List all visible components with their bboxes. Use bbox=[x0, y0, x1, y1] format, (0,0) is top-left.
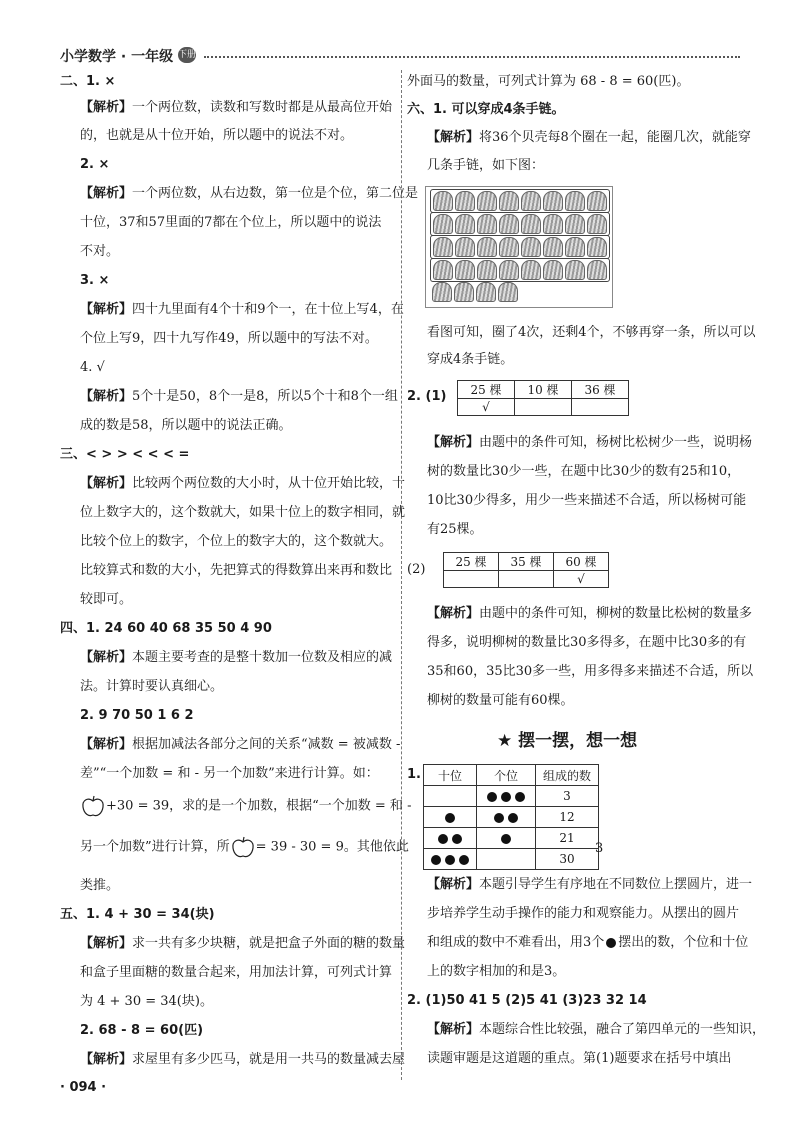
text: 得多，说明柳树的数量比30多得多，在题中比30多的有 bbox=[427, 635, 747, 650]
shell-icon bbox=[498, 282, 518, 302]
text: 几条手链，如下图： bbox=[427, 158, 545, 173]
shell-icon bbox=[455, 260, 475, 280]
shell-icon bbox=[565, 191, 585, 211]
explanation bbox=[80, 935, 405, 953]
section-title: ★ 摆一摆，想一想 bbox=[497, 731, 638, 751]
page-number: · 094 · bbox=[60, 1080, 107, 1095]
text: 10比30少得多，用少一些来描述不合适，所以杨树可能 bbox=[427, 493, 747, 508]
table-cell bbox=[444, 571, 499, 588]
number-cell: 21 bbox=[536, 828, 599, 849]
answer-line: 六、1. 可以穿成4条手链。 bbox=[407, 102, 565, 117]
shell-icon bbox=[477, 214, 497, 234]
text: 为 4 + 30 = 34(块)。 bbox=[80, 994, 213, 1009]
shell-icon bbox=[477, 260, 497, 280]
text: 看图可知，圈了4次，还剩4个，不够再穿一条，所以可以 bbox=[427, 325, 756, 340]
table-cell: 25 棵 bbox=[444, 553, 499, 571]
ones-cell bbox=[477, 786, 536, 807]
counter-dot bbox=[515, 792, 525, 802]
explanation bbox=[80, 736, 400, 754]
text: 35和60，35比30多一些，用多得多来描述不合适，所以 bbox=[427, 664, 754, 679]
shell-icon bbox=[455, 237, 475, 257]
shell-icon bbox=[565, 214, 585, 234]
explanation bbox=[427, 876, 752, 894]
circled-shell-group bbox=[430, 235, 610, 259]
analysis-tag: 【解析】 bbox=[427, 130, 480, 145]
counter-dot bbox=[459, 855, 469, 865]
text: 和盒子里面糖的数量合起来，用加法计算，可列式计算 bbox=[80, 965, 393, 980]
counter-dot bbox=[494, 813, 504, 823]
apple-icon bbox=[230, 835, 256, 859]
analysis-tag: 【解析】 bbox=[80, 1052, 133, 1067]
number-cell: 3 bbox=[536, 786, 599, 807]
counter-dot bbox=[431, 855, 441, 865]
text: 四十九里面有4个十和9个一，在十位上写4，在 bbox=[132, 302, 404, 317]
analysis-tag: 【解析】 bbox=[80, 936, 133, 951]
tree-choice-table-1 bbox=[457, 380, 629, 416]
text: 和组成的数中不难看出，用3个 bbox=[427, 935, 605, 950]
text: 一个两位数，读数和写数时都是从最高位开始 bbox=[132, 100, 393, 115]
shell-icon bbox=[587, 260, 607, 280]
number-cell: 12 bbox=[536, 807, 599, 828]
shell-icon bbox=[543, 237, 563, 257]
text: 位上数字大的，这个数就大，如果十位上的数字相同，就 bbox=[80, 505, 406, 520]
grade-badge: 下册 bbox=[178, 47, 196, 63]
shell-icon bbox=[476, 282, 496, 302]
text: 穿成4条手链。 bbox=[427, 352, 514, 367]
shell-icon bbox=[454, 282, 474, 302]
ones-cell bbox=[477, 828, 536, 849]
shell-icon bbox=[543, 191, 563, 211]
text: 柳树的数量可能有60棵。 bbox=[427, 693, 574, 708]
text: 由题中的条件可知，柳树的数量比松树的数量多 bbox=[479, 606, 753, 621]
tree-choice-table-2 bbox=[443, 552, 609, 588]
text: 本题主要考查的是整十数加一位数及相应的减 bbox=[132, 650, 393, 665]
column-divider bbox=[401, 70, 402, 1080]
explanation bbox=[80, 388, 398, 406]
analysis-tag: 【解析】 bbox=[80, 389, 133, 404]
analysis-tag: 【解析】 bbox=[427, 435, 480, 450]
explanation bbox=[80, 185, 418, 203]
shell-icon bbox=[499, 214, 519, 234]
analysis-tag: 【解析】 bbox=[80, 302, 133, 317]
shell-icon bbox=[543, 260, 563, 280]
tens-cell bbox=[424, 828, 477, 849]
text: 5个十是50，8个一是8，所以5个十和8个一组 bbox=[132, 389, 398, 404]
ones-cell bbox=[477, 807, 536, 828]
text: 上的数字相加的和是3。 bbox=[427, 964, 566, 979]
shell-icon bbox=[433, 237, 453, 257]
text: 成的数是58，所以题中的说法正确。 bbox=[80, 418, 292, 433]
counter-dot bbox=[445, 855, 455, 865]
table-cell bbox=[515, 399, 572, 416]
text: 个位上写9，四十九写作49，所以题中的写法不对。 bbox=[80, 331, 378, 346]
answer-line: 2. 68 - 8 = 60(匹) bbox=[80, 1023, 204, 1038]
text: 法。计算时要认真细心。 bbox=[80, 679, 224, 694]
place-value-table bbox=[423, 764, 599, 870]
shell-icon bbox=[433, 191, 453, 211]
tens-cell bbox=[424, 786, 477, 807]
text: 另一个加数”进行计算，所 bbox=[80, 839, 230, 855]
shell-icon bbox=[477, 191, 497, 211]
text: 十位，37和57里面的7都在个位上，所以题中的说法 bbox=[80, 215, 382, 230]
table-cell: 60 棵 bbox=[554, 553, 609, 571]
answer-line: 三、< > > < < < = bbox=[60, 447, 190, 462]
text: 本题综合性比较强，融合了第四单元的一些知识， bbox=[479, 1022, 766, 1037]
table-header: 个位 bbox=[477, 765, 536, 786]
formula-line bbox=[427, 934, 748, 952]
circled-shell-group bbox=[430, 189, 610, 213]
remaining-shells bbox=[430, 281, 520, 303]
analysis-tag: 【解析】 bbox=[80, 650, 133, 665]
answer-value: 3 bbox=[595, 841, 604, 856]
analysis-tag: 【解析】 bbox=[80, 186, 133, 201]
table-cell: 36 棵 bbox=[572, 381, 629, 399]
text: = 39 - 30 = 9。其他依此 bbox=[255, 839, 409, 855]
header-dotted-rule bbox=[204, 56, 740, 58]
counter-dot bbox=[487, 792, 497, 802]
header-title: 小学数学 · 一年级 bbox=[60, 49, 174, 65]
explanation bbox=[427, 129, 751, 147]
shell-icon bbox=[433, 214, 453, 234]
analysis-tag: 【解析】 bbox=[80, 737, 133, 752]
number-cell: 30 bbox=[536, 849, 599, 870]
table-cell: 35 棵 bbox=[499, 553, 554, 571]
text: 读题审题是这道题的重点。第(1)题要求在括号中填出 bbox=[427, 1051, 732, 1066]
counter-dot bbox=[445, 813, 455, 823]
shell-icon bbox=[499, 260, 519, 280]
shell-icon bbox=[499, 191, 519, 211]
text: 类推。 bbox=[80, 878, 120, 893]
text: 较即可。 bbox=[80, 592, 133, 607]
table-cell: 25 棵 bbox=[458, 381, 515, 399]
analysis-tag: 【解析】 bbox=[80, 476, 133, 491]
question-label: 2. (1) bbox=[407, 389, 447, 404]
analysis-tag: 【解析】 bbox=[427, 606, 480, 621]
explanation bbox=[80, 649, 392, 667]
shell-icon bbox=[565, 237, 585, 257]
text: 不对。 bbox=[80, 244, 120, 259]
counter-dot bbox=[606, 938, 616, 948]
shell-icon bbox=[455, 191, 475, 211]
explanation bbox=[427, 434, 752, 452]
check-mark: √ bbox=[554, 571, 609, 588]
text: 树的数量比30少一些，在题中比30少的数有25和10， bbox=[427, 464, 741, 479]
text: 本题引导学生有序地在不同数位上摆圆片，进一 bbox=[479, 877, 753, 892]
shell-icon bbox=[432, 282, 452, 302]
text: 将36个贝壳每8个圈在一起，能圈几次，就能穿 bbox=[479, 130, 751, 145]
counter-dot bbox=[501, 834, 511, 844]
text: 求屋里有多少匹马，就是用一共马的数量减去屋 bbox=[132, 1052, 406, 1067]
tens-cell bbox=[424, 807, 477, 828]
shell-figure bbox=[425, 186, 613, 308]
shell-icon bbox=[543, 214, 563, 234]
text: 步培养学生动手操作的能力和观察能力。从摆出的圆片 bbox=[427, 906, 740, 921]
text: 比较算式和数的大小，先把算式的得数算出来再和数比 bbox=[80, 563, 393, 578]
shell-icon bbox=[521, 260, 541, 280]
table-cell bbox=[499, 571, 554, 588]
shell-icon bbox=[521, 237, 541, 257]
counter-dot bbox=[508, 813, 518, 823]
check-mark: √ bbox=[458, 399, 515, 416]
text: 根据加减法各部分之间的关系“减数 = 被减数 - bbox=[132, 737, 401, 752]
formula-line bbox=[80, 794, 411, 818]
answer-line: 2. 9 70 50 1 6 2 bbox=[80, 708, 194, 723]
text: 外面马的数量，可列式计算为 68 - 8 = 60(匹)。 bbox=[407, 74, 690, 89]
question-label: (2) bbox=[407, 562, 426, 577]
shell-icon bbox=[433, 260, 453, 280]
shell-icon bbox=[521, 191, 541, 211]
text: 的，也就是从十位开始，所以题中的说法不对。 bbox=[80, 128, 354, 143]
shell-icon bbox=[587, 191, 607, 211]
tens-cell bbox=[424, 849, 477, 870]
explanation bbox=[80, 1051, 405, 1069]
answer-line: 四、1. 24 60 40 68 35 50 4 90 bbox=[60, 621, 272, 636]
apple-icon bbox=[80, 794, 106, 818]
formula-line bbox=[80, 835, 409, 859]
shell-icon bbox=[499, 237, 519, 257]
shell-icon bbox=[587, 214, 607, 234]
text: 比较两个两位数的大小时，从十位开始比较，十 bbox=[132, 476, 406, 491]
text: +30 = 39，求的是一个加数，根据“一个加数 = 和 - bbox=[106, 798, 412, 814]
answer-line: 3. × bbox=[80, 273, 110, 288]
counter-dot bbox=[452, 834, 462, 844]
counter-dot bbox=[438, 834, 448, 844]
explanation bbox=[427, 605, 752, 623]
explanation bbox=[80, 99, 392, 117]
answer-line: 二、1. × bbox=[60, 74, 116, 89]
text: 由题中的条件可知，杨树比松树少一些，说明杨 bbox=[479, 435, 753, 450]
text: 一个两位数，从右边数，第一位是个位，第二位是 bbox=[132, 186, 419, 201]
circled-shell-group bbox=[430, 258, 610, 282]
question-label: 1. bbox=[407, 767, 421, 782]
ones-cell bbox=[477, 849, 536, 870]
explanation bbox=[80, 301, 404, 319]
text: 差”“一个加数 = 和 - 另一个加数”来进行计算。如： bbox=[80, 766, 379, 781]
text: 求一共有多少块糖，就是把盒子外面的糖的数量 bbox=[132, 936, 406, 951]
text: 摆出的数，个位和十位 bbox=[618, 935, 749, 950]
answer-line: 五、1. 4 + 30 = 34(块) bbox=[60, 907, 215, 922]
analysis-tag: 【解析】 bbox=[427, 1022, 480, 1037]
counter-dot bbox=[501, 792, 511, 802]
explanation bbox=[427, 1021, 765, 1039]
table-header: 组成的数 bbox=[536, 765, 599, 786]
shell-icon bbox=[565, 260, 585, 280]
answer-line: 2. × bbox=[80, 157, 110, 172]
page-header bbox=[60, 44, 740, 68]
text: 有25棵。 bbox=[427, 522, 483, 537]
analysis-tag: 【解析】 bbox=[80, 100, 133, 115]
answer-line: 4. √ bbox=[80, 360, 105, 375]
shell-icon bbox=[521, 214, 541, 234]
text: 比较个位上的数字，个位上的数字大的，这个数就大。 bbox=[80, 534, 393, 549]
table-cell: 10 棵 bbox=[515, 381, 572, 399]
shell-icon bbox=[477, 237, 497, 257]
shell-icon bbox=[587, 237, 607, 257]
answer-line: 2. (1)50 41 5 (2)5 41 (3)23 32 14 bbox=[407, 993, 647, 1008]
circled-shell-group bbox=[430, 212, 610, 236]
analysis-tag: 【解析】 bbox=[427, 877, 480, 892]
shell-icon bbox=[455, 214, 475, 234]
explanation bbox=[80, 475, 405, 493]
table-cell bbox=[572, 399, 629, 416]
table-header: 十位 bbox=[424, 765, 477, 786]
